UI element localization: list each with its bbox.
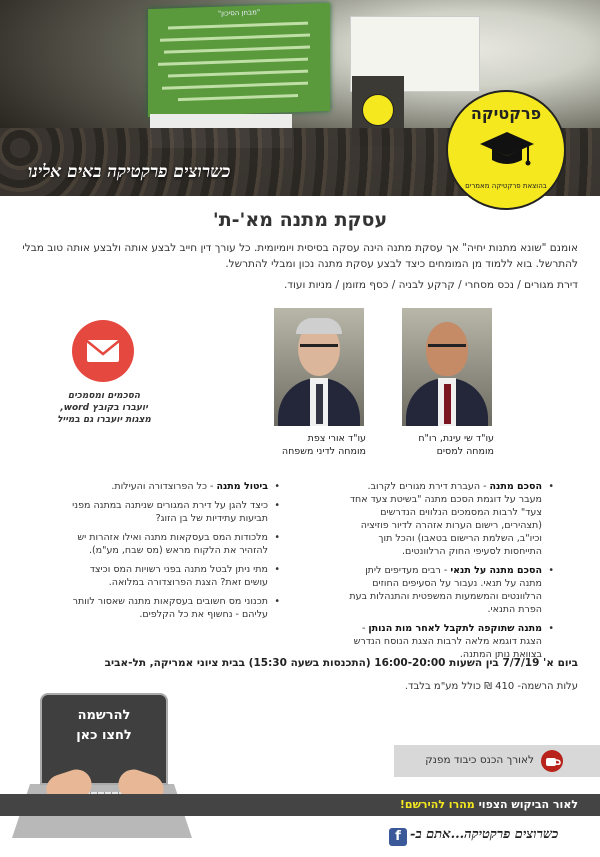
footer-brand: כשרוצים פרקטיקה...אתם ב- bbox=[410, 827, 559, 842]
list-item: • הסכם מתנה - העברת דירת מגורים לקרוב. מעבר על דוגמת הסכם מתנה "בשיטת צעד אחד צעד" לרבות המסמכים הנלווים הנדרשים (תצהירים, רישום הערות אזהרה לדיור פוזיציה וכיו"ב, השלמת הרישום בטאבו) והכל תוך התייחסות לסעיפי החוק הרלוונטים. bbox=[344, 480, 554, 558]
page-title: עסקת מתנה מא'-ת' bbox=[212, 209, 388, 231]
envelope-icon bbox=[72, 320, 134, 382]
speaker-caption-1 bbox=[398, 432, 494, 458]
hospitality-text: לאורך הכנס כיבוד מפנק bbox=[425, 754, 534, 766]
list-item: • כיצד להגן על דירת המגורים שניתנה במתנה מפני תביעות עתידיות של בן הזוג? bbox=[70, 499, 280, 525]
logo-name: פרקטיקה bbox=[470, 104, 542, 123]
speaker-photo-shai-einat bbox=[402, 308, 492, 426]
speaker-role: מומחה למסים bbox=[436, 446, 494, 457]
podium-logo bbox=[362, 94, 394, 126]
cta-banner-text: לאור הביקוש הצפוי מהרו להירשם! bbox=[399, 798, 578, 811]
graduation-cap-icon bbox=[478, 130, 536, 174]
cta-highlight: מהרו להירשם! bbox=[399, 798, 475, 811]
speaker-role: מומחה לדיני משפחה bbox=[281, 446, 366, 457]
topics-list-left bbox=[70, 480, 280, 627]
projection-screen bbox=[148, 3, 330, 117]
screen-title: "מבחן הסיכון" bbox=[217, 8, 261, 18]
topics-list-right bbox=[344, 480, 554, 667]
speaker-name: עו"ד אורי צפת bbox=[307, 433, 366, 444]
speaker-caption-2 bbox=[270, 432, 366, 458]
logo-subtitle: בהוצאת פרקטיקה מאמרים bbox=[465, 182, 547, 190]
facebook-icon[interactable]: f bbox=[389, 828, 407, 846]
list-item: • ביטול מתנה - כל הפרוצדורה והעילות. bbox=[70, 480, 280, 493]
list-item: • מתי ניתן לבטל מתנה בפני רשויות המס וכיצד עושים זאת? הצגת הפרוצדורה במלואה. bbox=[70, 563, 280, 589]
practica-logo bbox=[446, 90, 566, 210]
intro-text: אומנם "שונא מתנות יחיה" אך עסקת מתנה הינה עסקה בסיסית ויומיומית. כל עורך דין חייב לבצע אותה ולבצע אותה טוב מבלי להתרשל. בוא ללמוד מן המומחים כיצד לבצע עסקת מתנה נכון ומבלי להתרשל. bbox=[22, 242, 578, 270]
materials-note: הסכמים ומסמכים יועברו בקובץ word, מצגות יועברו גם במייל bbox=[57, 391, 151, 425]
list-item: • מלכודות המס בעסקאות מתנה ואילו אזהרות יש להזהיר את הלקוח מראש (מס שבח, מע"מ). bbox=[70, 531, 280, 557]
register-label[interactable]: להרשמה לחצו כאן bbox=[76, 708, 132, 743]
hero-caption: כשרוצים פרקטיקה באים אלינו bbox=[28, 162, 231, 182]
asset-types: דירת מגורים / נכס מסחרי / קרקע לבניה / כסף מזומן / מניות ועוד. bbox=[283, 279, 578, 291]
speaker-name: עו"ד שי עינת, רו"ח bbox=[418, 433, 494, 444]
speaker-photo-uri-zefat bbox=[274, 308, 364, 426]
list-item: • מתנה שתוקפה לתקבל לאחר מות הנותן - הצגת דוגמא מלאה לרבות הצגת הנוסח הנדרש בצוואת נותן המתנה. bbox=[344, 622, 554, 661]
event-date-location: ביום א' 7/7/19 בין השעות 16:00-20:00 (התכנסות בשעה 15:30) בבית ציוני אמריקה, תל-אביב bbox=[104, 657, 578, 669]
list-item: • תכנוני מס חשובים בעסקאות מתנה שאסור לוותר עליהם - נחשוף את כל הקלפים. bbox=[70, 595, 280, 621]
registration-fee: עלות הרשמה- 410 ₪ כולל מע"מ בלבד. bbox=[404, 681, 578, 692]
list-item: • הסכם מתנה על תנאי - רבים מעדיפים ליתן מתנה על תנאי. נעבור על הסעיפים החוזים הרלוונטים והמשמעות המשפטית והתנהלות בעת הפרת התנאי. bbox=[344, 564, 554, 616]
coffee-cup-icon bbox=[541, 750, 563, 772]
